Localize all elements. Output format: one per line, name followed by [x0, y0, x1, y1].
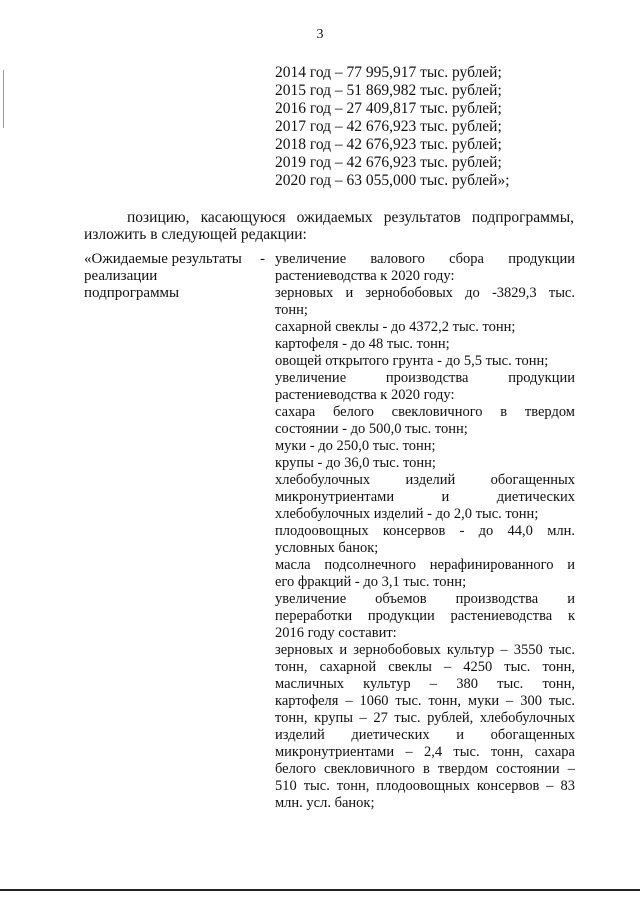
result-line: микронутриентами и диетических: [275, 489, 575, 505]
label-line: «Ожидаемые результаты: [84, 251, 242, 267]
intro-paragraph: [84, 209, 574, 243]
intro-line: позицию, касающуюся ожидаемых результатов подпрограммы,: [127, 209, 574, 226]
result-line: млн. усл. банок;: [275, 795, 375, 811]
result-line: увеличение валового сбора продукции: [275, 251, 575, 267]
result-line: 2016 году составит:: [275, 625, 397, 641]
result-line: зерновых и зернобобовых до -3829,3 тыс.: [275, 285, 575, 301]
page-number: 3: [316, 27, 324, 42]
funding-line: 2018 год – 42 676,923 тыс. рублей;: [275, 136, 502, 153]
result-line: тонн, сахарной свеклы – 4250 тыс. тонн,: [275, 659, 575, 675]
result-line: условных банок;: [275, 540, 379, 556]
result-line: микронутриентами – 2,4 тыс. тонн, сахара: [275, 744, 575, 760]
result-line: масличных культур – 380 тыс. тонн,: [275, 676, 575, 692]
result-line: тонн, крупы – 27 тыс. рублей, хлебобулочных: [275, 710, 575, 726]
position-label: [84, 251, 269, 302]
result-line: увеличение объемов производства и: [275, 591, 575, 607]
result-line: крупы - до 36,0 тыс. тонн;: [275, 455, 436, 471]
result-line: тонн;: [275, 302, 308, 318]
result-line: изделий диетических и обогащенных: [275, 727, 575, 743]
result-line: увеличение производства продукции: [275, 370, 575, 386]
result-line: переработки продукции растениеводства к: [275, 608, 575, 624]
result-line: хлебобулочных изделий обогащенных: [275, 472, 575, 488]
result-line: 510 тыс. тонн, плодоовощных консервов – 83: [275, 778, 575, 794]
funding-line: 2014 год – 77 995,917 тыс. рублей;: [275, 64, 502, 81]
funding-line: 2019 год – 42 676,923 тыс. рублей;: [275, 154, 502, 171]
result-line: его фракций - до 3,1 тыс. тонн;: [275, 574, 467, 590]
funding-line: 2016 год – 27 409,817 тыс. рублей;: [275, 100, 502, 117]
result-line: плодоовощных консервов - до 44,0 млн.: [275, 523, 575, 539]
funding-line: 2020 год – 63 055,000 тыс. рублей»;: [275, 172, 510, 189]
result-line: состоянии - до 500,0 тыс. тонн;: [275, 421, 468, 437]
intro-line: изложить в следующей редакции:: [84, 226, 307, 243]
label-dash: -: [260, 251, 265, 267]
result-line: овощей открытого грунта - до 5,5 тыс. тонн;: [275, 353, 549, 369]
result-line: картофеля – 1060 тыс. тонн, муки – 300 тыс.: [275, 693, 575, 709]
label-line: подпрограммы: [84, 285, 180, 301]
expected-results-text: [275, 251, 575, 812]
result-line: хлебобулочных изделий - до 2,0 тыс. тонн;: [275, 506, 539, 522]
scan-edge-mark: [3, 70, 4, 110]
scan-edge-mark: [3, 110, 4, 128]
result-line: зерновых и зернобобовых культур – 3550 тыс.: [275, 642, 575, 658]
label-line: реализации: [84, 268, 158, 284]
result-line: сахарной свеклы - до 4372,2 тыс. тонн;: [275, 319, 516, 335]
result-line: растениеводства к 2020 году:: [275, 268, 455, 284]
result-line: картофеля - до 48 тыс. тонн;: [275, 336, 450, 352]
result-line: сахара белого свекловичного в твердом: [275, 404, 575, 420]
result-line: муки - до 250,0 тыс. тонн;: [275, 438, 436, 454]
result-line: белого свекловичного в твердом состоянии –: [275, 761, 575, 777]
funding-line: 2017 год – 42 676,923 тыс. рублей;: [275, 118, 502, 135]
result-line: растениеводства к 2020 году:: [275, 387, 455, 403]
result-line: масла подсолнечного нерафинированного и: [275, 557, 575, 573]
footer-rule: [0, 889, 640, 891]
funding-line: 2015 год – 51 869,982 тыс. рублей;: [275, 82, 502, 99]
funding-list: [275, 64, 510, 190]
